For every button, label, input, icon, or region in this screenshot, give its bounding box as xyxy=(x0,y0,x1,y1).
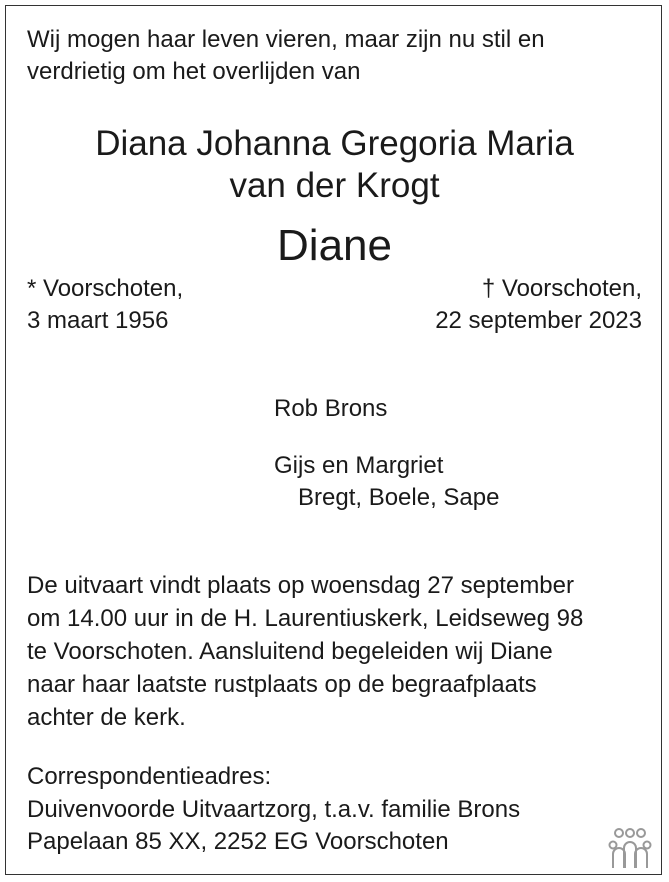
family-children: Gijs en Margriet xyxy=(274,452,444,479)
deceased-full-name-line-2: van der Krogt xyxy=(229,166,440,205)
funeral-line: achter de kerk. xyxy=(27,704,186,731)
funeral-line: De uitvaart vindt plaats op woensdag 27 september xyxy=(27,572,574,599)
funeral-line: te Voorschoten. Aansluitend begeleiden wij Diane xyxy=(27,638,553,665)
family-people-icon xyxy=(607,826,653,870)
birth-date: 3 maart 1956 xyxy=(27,307,169,334)
birth-place: * Voorschoten, xyxy=(27,275,184,302)
deceased-nickname: Diane xyxy=(277,221,392,270)
correspondence-heading: Correspondentieadres: xyxy=(27,763,272,790)
family-grandchildren: Bregt, Boele, Sape xyxy=(298,484,500,511)
family-partner: Rob Brons xyxy=(274,395,388,422)
deceased-full-name-line-1: Diana Johanna Gregoria Maria xyxy=(95,124,574,163)
funeral-line: naar haar laatste rustplaats op de begraafplaats xyxy=(27,671,537,698)
death-date: 22 september 2023 xyxy=(435,307,642,334)
intro-line-2: verdrietig om het overlijden van xyxy=(27,58,361,85)
funeral-line: om 14.00 uur in de H. Laurentiuskerk, Leidseweg 98 xyxy=(27,605,584,632)
intro-line-1: Wij mogen haar leven vieren, maar zijn nu stil en xyxy=(27,26,545,53)
correspondence-line-1: Duivenvoorde Uitvaartzorg, t.a.v. familie Brons xyxy=(27,796,521,823)
correspondence-line-2: Papelaan 85 XX, 2252 EG Voorschoten xyxy=(27,828,449,855)
death-place: † Voorschoten, xyxy=(481,275,642,302)
